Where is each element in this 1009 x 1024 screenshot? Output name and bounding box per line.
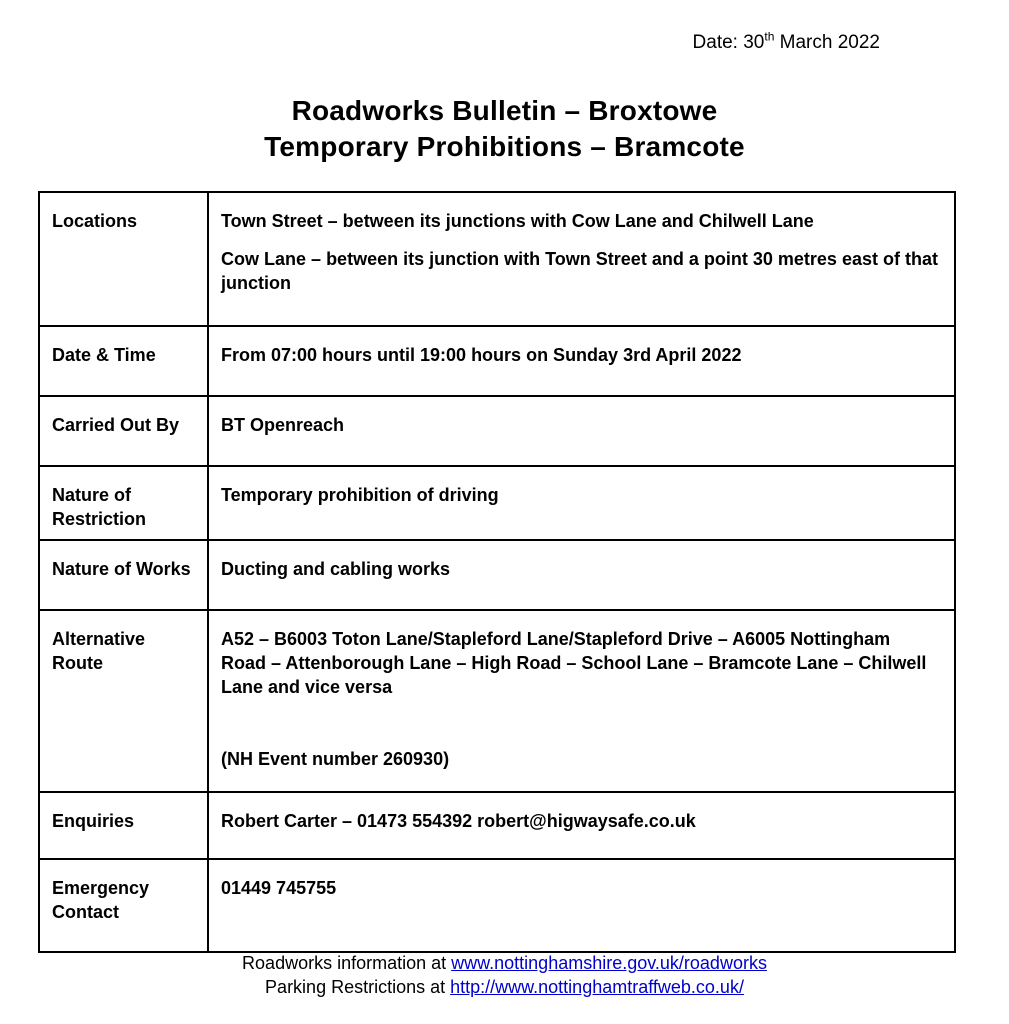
row-value-nature-of-works (208, 540, 955, 610)
row-value-date-time (208, 326, 955, 396)
parking-restrictions-line (0, 975, 1009, 999)
row-value-emergency-contact (208, 859, 955, 952)
table-row-carried-out-by (39, 396, 955, 466)
table-row-alternative-route (39, 610, 955, 792)
row-label-alternative-route: Alternative Route (39, 610, 208, 792)
table-row-enquiries (39, 792, 955, 859)
event-number-text: (NH Event number 260930) (221, 749, 450, 769)
table-row-locations (39, 192, 955, 326)
table-row-nature-of-restriction (39, 466, 955, 540)
row-label-enquiries: Enquiries (39, 792, 208, 859)
bulletin-table (38, 191, 956, 953)
locations-paragraph-1: Town Street – between its junctions with Cow Lane and Chilwell Lane (221, 211, 814, 231)
date-ordinal-suffix: th (764, 29, 775, 44)
row-label-date-time: Date & Time (39, 326, 208, 396)
table-row-emergency-contact (39, 859, 955, 952)
row-label-carried-out-by: Carried Out By (39, 396, 208, 466)
locations-paragraph-2: Cow Lane – between its junction with Town Street and a point 30 metres east of that junction (221, 249, 938, 293)
enquiries-contact-text: Robert Carter – 01473 554392 robert@higwaysafe.co.uk (221, 811, 696, 831)
table-row-date-time (39, 326, 955, 396)
row-label-nature-of-works: Nature of Works (39, 540, 208, 610)
parking-restrictions-text: Parking Restrictions at (265, 977, 451, 997)
page-title (0, 93, 1009, 165)
row-value-alternative-route (208, 610, 955, 792)
roadworks-info-text: Roadworks information at (242, 953, 452, 973)
roadworks-link[interactable]: www.nottinghamshire.gov.uk/roadworks (451, 953, 767, 973)
table-row-nature-of-works (39, 540, 955, 610)
title-line-2: Temporary Prohibitions – Bramcote (264, 131, 745, 162)
date-month-year: March 2022 (774, 32, 880, 53)
row-label-nature-of-restriction: Nature of Restriction (39, 466, 208, 540)
emergency-contact-number: 01449 745755 (221, 878, 337, 898)
row-value-carried-out-by (208, 396, 955, 466)
nature-of-works-text: Ducting and cabling works (221, 559, 451, 579)
row-value-locations (208, 192, 955, 326)
date-time-text: From 07:00 hours until 19:00 hours on Sunday 3rd April 2022 (221, 345, 742, 365)
row-value-nature-of-restriction (208, 466, 955, 540)
date-text: Date: 30 (692, 32, 765, 53)
title-line-1: Roadworks Bulletin – Broxtowe (291, 95, 718, 126)
footer (0, 951, 1009, 999)
row-label-locations: Locations (39, 192, 208, 326)
roadworks-info-line (0, 951, 1009, 975)
document-date (692, 29, 880, 54)
alternative-route-text: A52 – B6003 Toton Lane/Stapleford Lane/Stapleford Drive – A6005 Nottingham Road – Attenborough Lane – High Road – School Lane – Bramcote Lane – Chilwell Lane and vice versa (221, 629, 927, 697)
parking-link[interactable]: http://www.nottinghamtraffweb.co.uk/ (450, 977, 744, 997)
row-value-enquiries (208, 792, 955, 859)
row-label-emergency-contact: Emergency Contact (39, 859, 208, 952)
nature-of-restriction-text: Temporary prohibition of driving (221, 485, 499, 505)
carried-out-by-text: BT Openreach (221, 415, 345, 435)
